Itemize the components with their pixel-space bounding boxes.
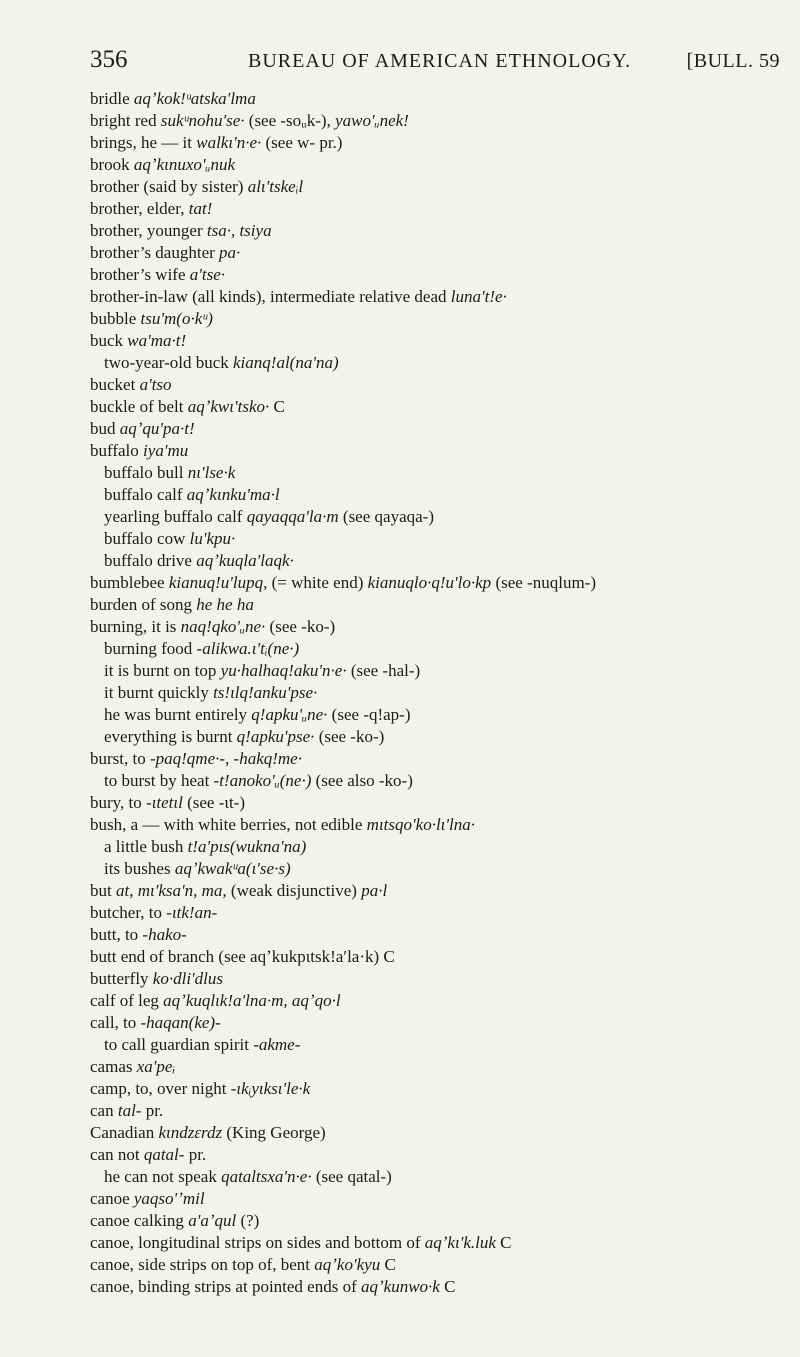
entry-line [90,330,790,352]
entry-line [90,264,790,286]
entry-line [90,1188,790,1210]
native-term: -t!anokoʹᵤ(ne·) [213,771,312,790]
entry-line [90,1012,790,1034]
source-tag: C [500,1233,512,1252]
source-tag: C [273,397,285,416]
native-term: ko·dliʹdlus [152,969,224,988]
cross-reference: (see aqʼkukpɩtsk!aʹla·k) [218,947,380,966]
entry-line [90,638,790,660]
english-gloss: brother’s daughter [90,243,215,262]
native-term: tsa·, tsiya [206,221,272,240]
english-gloss: buckle of belt [90,397,184,416]
vocabulary-list [90,88,790,1298]
native-term: kianuq!uʹlupq, [168,573,268,592]
entry-line [90,1232,790,1254]
native-term: waʹma·t! [127,331,187,350]
entry-line [90,528,790,550]
english-gloss: can not [90,1145,140,1164]
native-term: aʹtso [139,375,172,394]
native-term: -alikwa.ɩʹtᵢ(ne·) [196,639,300,658]
native-term: -ɩkᵢyɩksɩʹle·k [230,1079,311,1098]
english-gloss: can [90,1101,114,1120]
english-gloss: burning, it is [90,617,177,636]
entry-line [90,484,790,506]
entry-line [90,748,790,770]
entry-line [90,506,790,528]
entry-line [90,924,790,946]
entry-line [90,902,790,924]
english-gloss: butt end of branch [90,947,215,966]
cross-reference: (see -ɩt-) [187,793,246,812]
english-gloss: buffalo drive [104,551,192,570]
entry-line [90,198,790,220]
native-term: -paq!qme·-, -hakq!me· [149,749,302,768]
english-gloss: it is burnt on top [104,661,217,680]
english-gloss: brother (said by sister) [90,177,244,196]
bulletin-label: [BULL. 59 [686,50,780,72]
native-term: aʹtse· [189,265,226,284]
english-gloss: buffalo bull [104,463,184,482]
native-term: aqʼkuqlaʹlaqk· [196,551,294,570]
native-term: tsuʹm(o·kᵘ) [140,309,213,328]
english-gloss: bush, a — with white berries, not edible [90,815,363,834]
native-term: -hako- [142,925,187,944]
entry-line [90,154,790,176]
native-term: qataltsxaʹn·e· [221,1167,312,1186]
native-term: aʹaʼqul [188,1211,237,1230]
native-term: aqʼkwakᵘa(ɩʹse·s) [174,859,291,878]
entry-line [90,616,790,638]
english-gloss: it burnt quickly [104,683,209,702]
entry-line [90,792,790,814]
entry-line [90,594,790,616]
native-term: -ɩtetɩl [146,793,183,812]
cross-reference-alt: (see -nuqlum-) [495,573,596,592]
english-gloss: camp, to, over night [90,1079,227,1098]
english-gloss: brother’s wife [90,265,186,284]
native-term: -haqan(ke)- [140,1013,221,1032]
entry-line [90,1144,790,1166]
english-gloss: burst, to [90,749,146,768]
native-term-alt: pa·l [361,881,388,900]
english-gloss: buffalo calf [104,485,183,504]
english-gloss: camas [90,1057,133,1076]
english-gloss: to burst by heat [104,771,210,790]
entry-line [90,176,790,198]
english-gloss: bury, to [90,793,142,812]
english-gloss: bumblebee [90,573,165,592]
entry-line [90,396,790,418]
english-gloss: butcher, to [90,903,163,922]
english-gloss: brother, younger [90,221,203,240]
native-term: kɩndzɛrdz [158,1123,223,1142]
native-term: pa· [219,243,241,262]
native-term: qatal- [143,1145,185,1164]
cross-reference: (see -ko-) [269,617,336,636]
entry-line [90,770,790,792]
cross-reference: (see qayaqa-) [342,507,434,526]
entry-line [90,242,790,264]
cross-reference: (see also -ko-) [315,771,413,790]
cross-reference: (see -hal-) [350,661,421,680]
entry-line [90,374,790,396]
native-term: aqʼquʹpa·t! [119,419,195,438]
english-gloss: he was burnt entirely [104,705,248,724]
entry-line [90,990,790,1012]
native-term-alt: yawoʹᵤnek! [335,111,409,130]
native-term: -akme- [253,1035,301,1054]
cross-reference: (?) [240,1211,260,1230]
english-gloss: brother, elder, [90,199,185,218]
entry-line [90,1100,790,1122]
english-gloss: butterfly [90,969,149,988]
native-term: yaqsoʹʼmil [133,1189,205,1208]
entry-line [90,704,790,726]
english-gloss: butt, to [90,925,139,944]
native-term-alt: kianuqlo·q!uʹlo·kp [367,573,492,592]
entry-line [90,836,790,858]
native-term: mɩtsqoʹko·lɩʹlna· [366,815,475,834]
entry-line [90,220,790,242]
cross-reference: pr. [188,1145,207,1164]
entry-line [90,682,790,704]
native-term: lunaʹt!e· [450,287,507,306]
english-gloss: burden of song [90,595,192,614]
native-term: qayaqqaʹla·m [246,507,339,526]
native-term: at, mɩʹksaʹn, ma, [115,881,227,900]
native-term: yu·halhaq!akuʹn·e· [220,661,347,680]
entry-line [90,946,790,968]
entry-line [90,880,790,902]
english-gloss: but [90,881,112,900]
entry-line [90,308,790,330]
cross-reference: (see qatal-) [315,1167,392,1186]
entry-line [90,550,790,572]
native-term: aqʼkwɩʹtsko· [187,397,270,416]
native-term: tal- [117,1101,142,1120]
entry-line [90,88,790,110]
native-term: aqʼkɩnkuʹma·l [186,485,280,504]
english-gloss: everything is burnt [104,727,233,746]
english-gloss: bubble [90,309,137,328]
cross-reference: (= white end) [271,573,364,592]
native-term: nɩʹlse·k [187,463,236,482]
entry-line [90,1254,790,1276]
native-term: aqʼkɩʹk.luk [424,1233,496,1252]
entry-line [90,1078,790,1100]
english-gloss: bud [90,419,116,438]
native-term: q!apkuʹpse· [236,727,315,746]
native-term: naq!qkoʹᵤne· [180,617,266,636]
english-gloss: buffalo [90,441,139,460]
native-term: aqʼkuqlɩk!aʹlna·m, aqʼqo·l [163,991,341,1010]
native-term: sukᵘnohuʹse· [160,111,245,130]
entry-line [90,132,790,154]
english-gloss: canoe, binding strips at pointed ends of [90,1277,357,1296]
english-gloss: buffalo cow [104,529,186,548]
entry-line [90,660,790,682]
cross-reference: pr. [145,1101,164,1120]
running-title: BUREAU OF AMERICAN ETHNOLOGY. [248,50,632,72]
english-gloss: brings, he — it [90,133,192,152]
native-term: q!apkuʹᵤne· [251,705,328,724]
english-gloss: calf of leg [90,991,159,1010]
native-term: iyaʹmu [143,441,189,460]
native-term: aqʼkunwo·k [361,1277,440,1296]
english-gloss: bridle [90,89,130,108]
english-gloss: burning food [104,639,193,658]
entry-line [90,1166,790,1188]
cross-reference: (see w- pr.) [265,133,343,152]
english-gloss: yearling buffalo calf [104,507,243,526]
english-gloss: buck [90,331,124,350]
native-term: -ɩtk!an- [166,903,218,922]
english-gloss: call, to [90,1013,137,1032]
entry-line [90,110,790,132]
english-gloss: bucket [90,375,136,394]
entry-line [90,968,790,990]
english-gloss: canoe, side strips on top of, bent [90,1255,311,1274]
entry-line [90,418,790,440]
cross-reference: (see -q!ap-) [331,705,411,724]
english-gloss: two-year-old buck [104,353,229,372]
page-header [90,46,780,80]
native-term: he he ha [196,595,254,614]
english-gloss: Canadian [90,1123,155,1142]
source-tag: C [384,1255,396,1274]
english-gloss: its bushes [104,859,171,878]
entry-line [90,726,790,748]
cross-reference: (see -soᵤk-), [248,111,331,130]
entry-line [90,1210,790,1232]
entry-line [90,814,790,836]
entry-line [90,462,790,484]
cross-reference: (weak disjunctive) [230,881,357,900]
english-gloss: brook [90,155,130,174]
native-term: walkɩʹn·e· [196,133,262,152]
english-gloss: canoe calking [90,1211,184,1230]
english-gloss: to call guardian spirit [104,1035,249,1054]
native-term: ts!ɩlq!ankuʹpse· [213,683,318,702]
english-gloss: bright red [90,111,157,130]
english-gloss: brother-in-law (all kinds), intermediate relative dead [90,287,447,306]
entry-line [90,286,790,308]
english-gloss: canoe, longitudinal strips on sides and bottom of [90,1233,421,1252]
english-gloss: a little bush [104,837,184,856]
native-term: kianq!al(naʹna) [233,353,339,372]
native-term: alɩʹtskeᵢl [247,177,304,196]
entry-line [90,1122,790,1144]
native-term: aqʼkok!ᵘatskaʹlma [133,89,256,108]
english-gloss: canoe [90,1189,130,1208]
entry-line [90,1034,790,1056]
entry-line [90,440,790,462]
page-number: 356 [90,46,128,73]
source-tag: C [444,1277,456,1296]
native-term: t!aʹpɩs(wuknaʹna) [187,837,307,856]
entry-line [90,572,790,594]
native-term: xaʹpeᵢ [136,1057,176,1076]
native-term: aqʼkɩnuxoʹᵤnuk [133,155,236,174]
entry-line [90,1056,790,1078]
native-term: aqʼkoʹkyu [314,1255,381,1274]
native-term: luʹkpu· [189,529,236,548]
cross-reference: (see -ko-) [318,727,385,746]
entry-line [90,1276,790,1298]
native-term: tat! [188,199,213,218]
entry-line [90,858,790,880]
english-gloss: he can not speak [104,1167,217,1186]
source-tag: C [383,947,395,966]
entry-line [90,352,790,374]
cross-reference: (King George) [226,1123,326,1142]
